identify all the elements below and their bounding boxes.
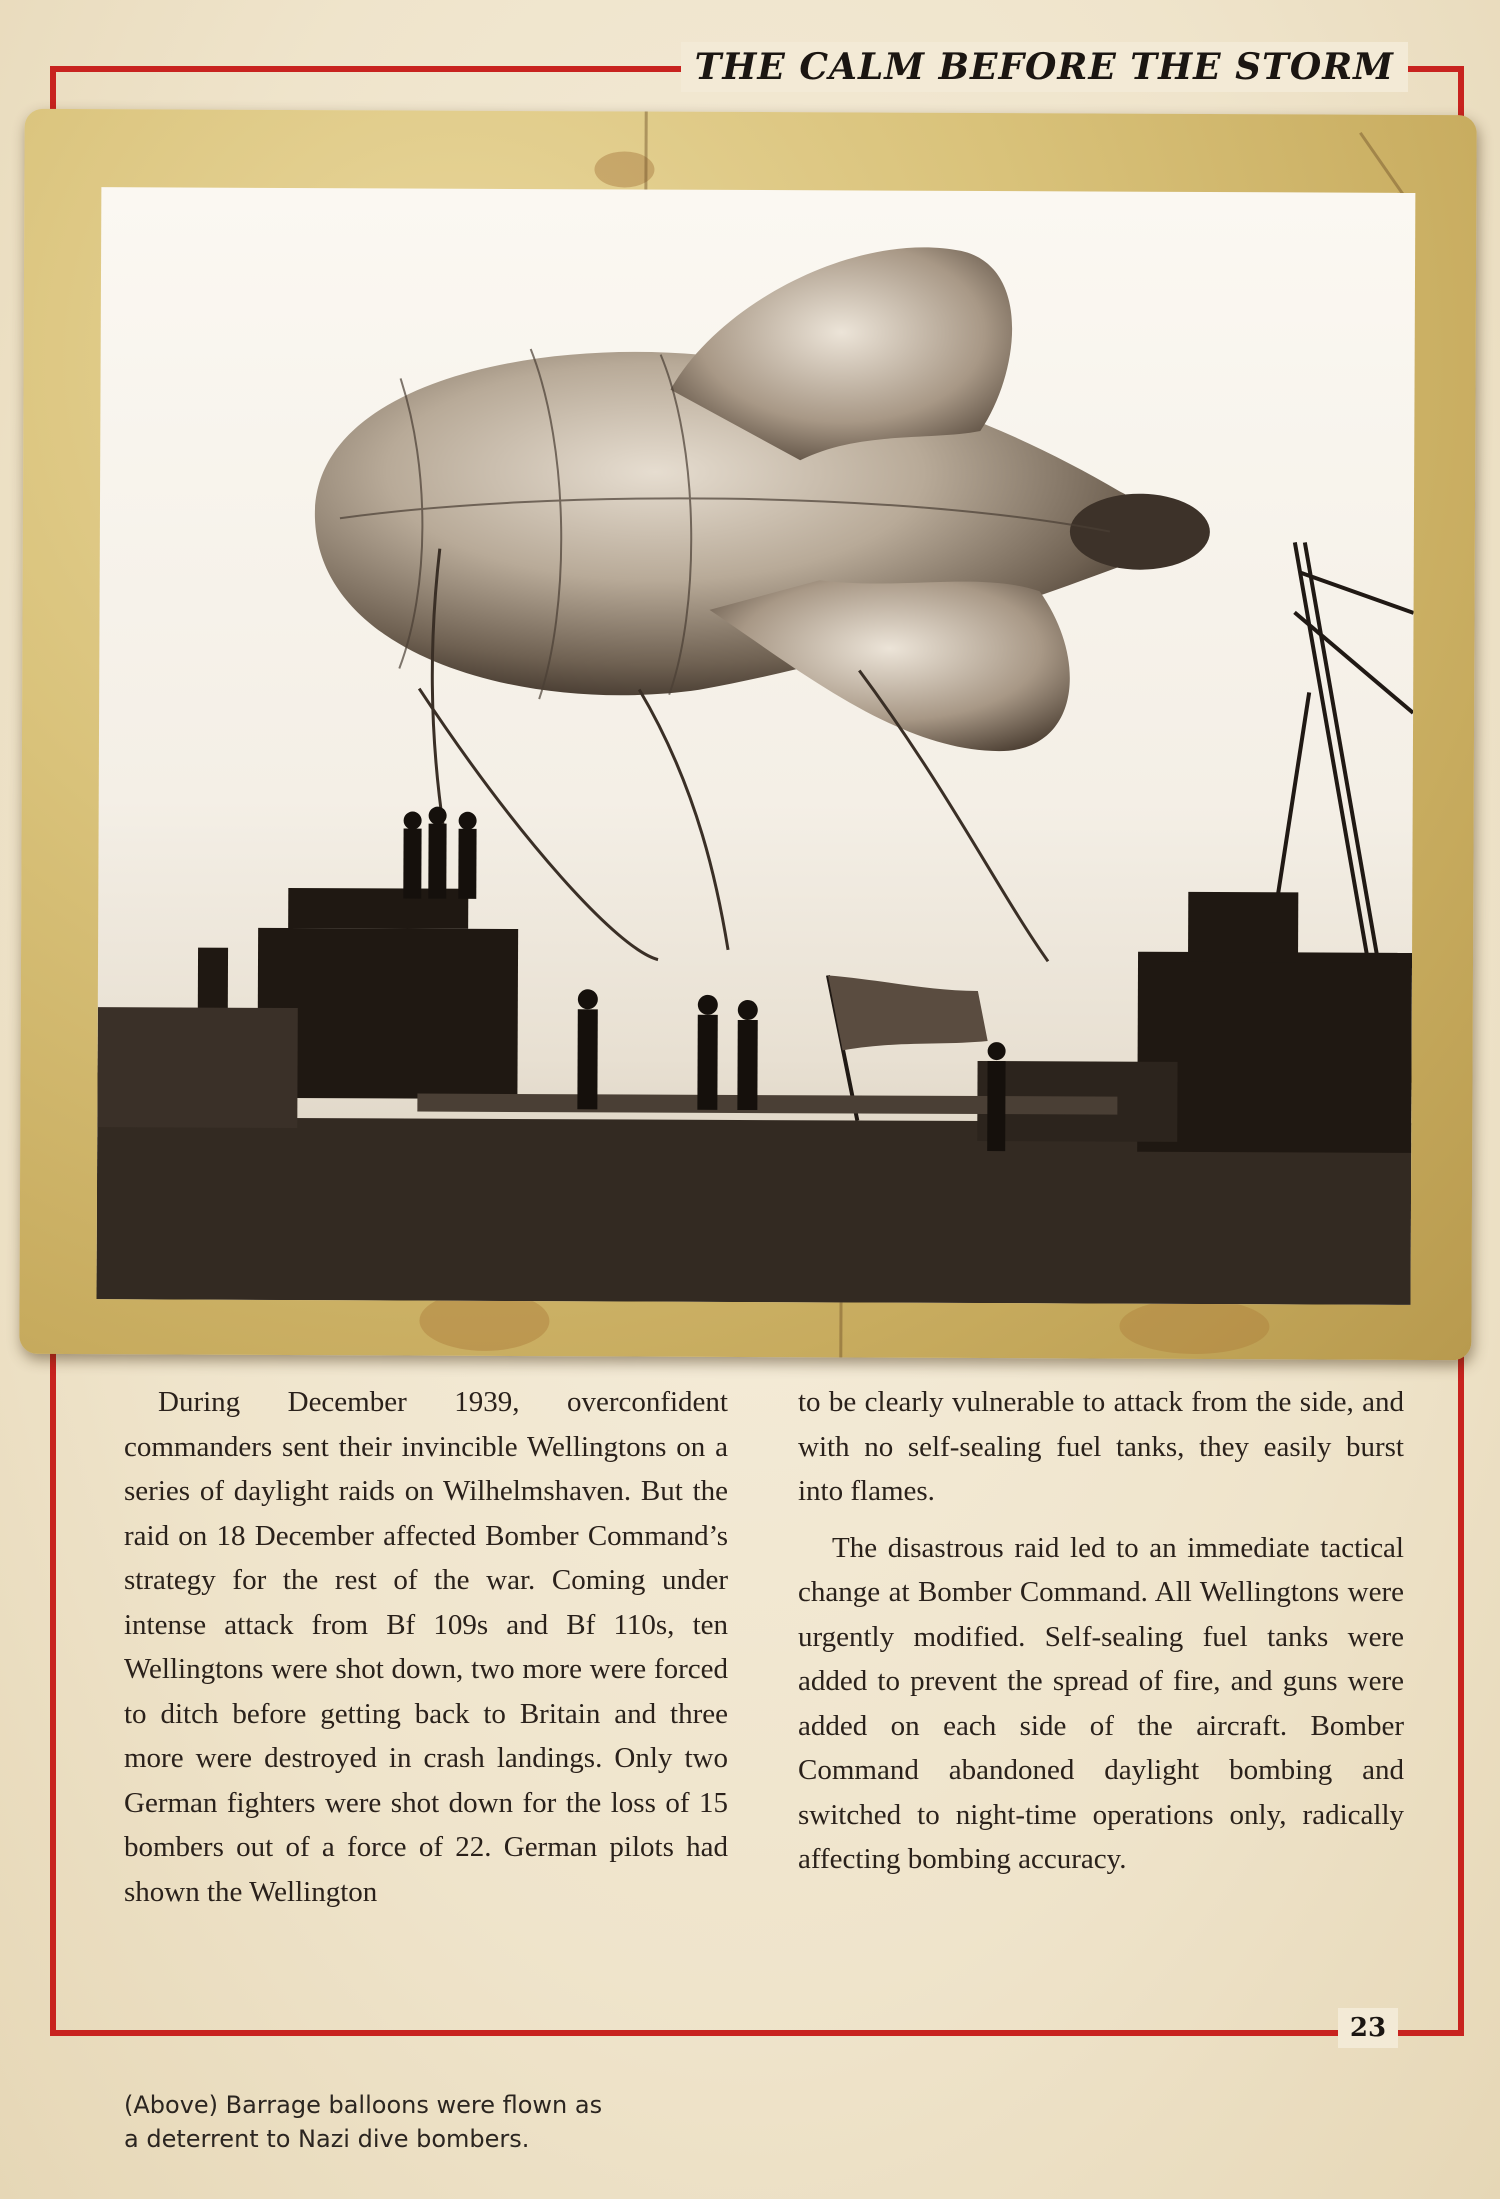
page-number: 23 xyxy=(1338,2008,1398,2048)
body-paragraph: During December 1939, overconfident commanders sent their invincible Wellingtons on a series of daylight raids on Wilhelmshaven. But the raid on 18 December affected Bomber Command’s strategy for the rest of the war. Coming under intense attack from Bf 109s and Bf 110s, ten Wellingtons were shot down, two more were forced to ditch before getting back to Britain and three more were destroyed in crash landings. Only two German fighters were shot down for the loss of 15 bombers out of a force of 22. German pilots had shown the Wellington xyxy=(124,1386,728,1908)
page-header-title: THE CALM BEFORE THE STORM xyxy=(681,42,1408,92)
barrage-balloon-photo xyxy=(97,187,1416,1305)
card-crack xyxy=(644,112,647,190)
card-crack xyxy=(839,1302,842,1357)
photo-caption: (Above) Barrage balloons were flown as a deterrent to Nazi dive bombers. xyxy=(124,2091,603,2153)
balloon xyxy=(314,245,1211,752)
photo-illustration xyxy=(97,187,1416,1305)
body-column-left xyxy=(124,1380,728,1926)
body-column-right xyxy=(798,1380,1404,1894)
frame-bottom-line xyxy=(50,2030,1464,2036)
body-paragraph: to be clearly vulnerable to attack from the side, and with no self-sealing fuel tanks, they easily burst into flames. xyxy=(798,1386,1404,1507)
photo-card xyxy=(19,109,1476,1360)
card-stain xyxy=(1119,1299,1269,1355)
body-paragraph: The disastrous raid led to an immediate tactical change at Bomber Command. All Wellingtons were urgently modified. Self-sealing fuel tanks were added to prevent the spread of fire, and guns were added on each side of the aircraft. Bomber Command abandoned daylight bombing and switched to night-time operations only, radically affecting bombing accuracy. xyxy=(798,1531,1404,1875)
